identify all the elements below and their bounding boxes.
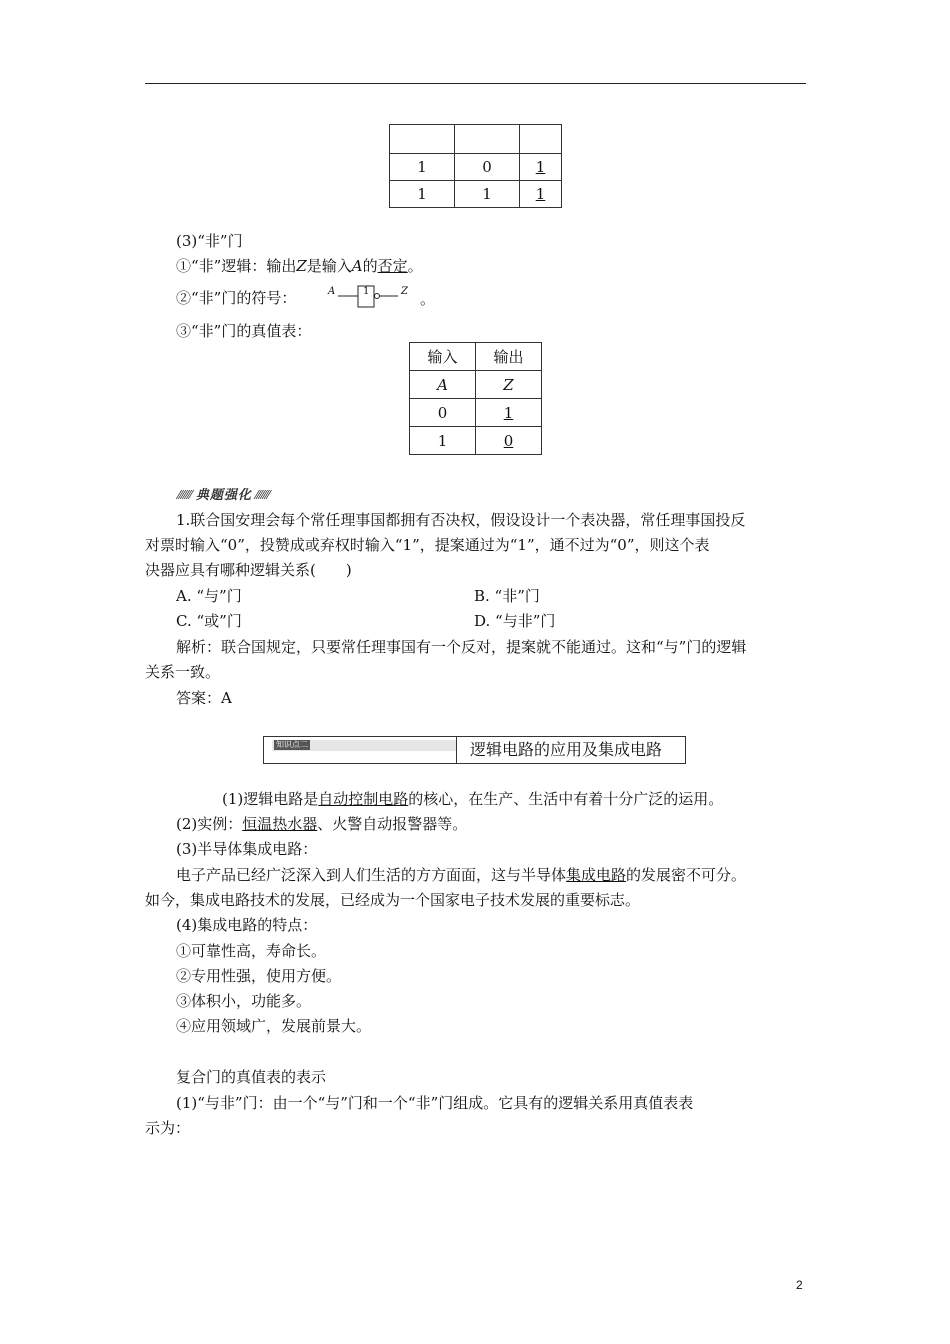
table-row: [410, 371, 542, 399]
answer-blank: 恒温热水器: [242, 815, 318, 833]
answer-blank: 集成电路: [566, 866, 627, 884]
table-header: 输出: [476, 343, 542, 371]
table-cell: Z: [476, 371, 542, 399]
var-z: Z: [296, 257, 307, 275]
table-header: 输入: [410, 343, 476, 371]
feature-item: ①可靠性高，寿命长。: [176, 942, 327, 960]
table-cell: 1: [390, 181, 455, 208]
answer-line: 答案：A: [176, 689, 232, 707]
text: 。: [407, 257, 423, 275]
text: 。: [420, 290, 436, 308]
table-cell-answer: 0: [476, 427, 542, 455]
question-line: 决器应具有哪种逻辑关系( ): [145, 561, 352, 579]
not-symbol-label: ②“非”门的符号：: [176, 289, 297, 307]
analysis-line: 解析：联合国规定，只要常任理事国有一个反对，提案就不能通过。这和“与”门的逻辑: [176, 638, 747, 656]
content-line: 复合门的真值表的表示: [176, 1068, 327, 1086]
option-b: B. “非”门: [474, 587, 540, 605]
feature-item: ③体积小，功能多。: [176, 992, 312, 1010]
knowledge-point-banner: [263, 736, 686, 764]
analysis-line: 关系一致。: [145, 663, 221, 681]
knowledge-title: 逻辑电路的应用及集成电路: [470, 740, 663, 759]
text: 的发展密不可分。: [626, 866, 747, 884]
header-rule: [145, 83, 806, 84]
table-row: [410, 343, 542, 371]
gate-box-label: 1: [363, 286, 370, 297]
not-gate-symbol: [328, 283, 436, 313]
table-cell: 1: [455, 181, 520, 208]
question-line: 1.联合国安理会每个常任理事国都拥有否决权，假设设计一个表决器，常任理事国投反: [176, 511, 746, 529]
content-line: 示为：: [145, 1119, 191, 1137]
deco-hatch-icon: ⁄⁄⁄⁄⁄⁄⁄: [255, 488, 270, 502]
feature-item: ②专用性强，使用方便。: [176, 967, 342, 985]
content-line: [176, 813, 467, 835]
text: (1)逻辑电路是: [222, 790, 319, 808]
not-truth-table: [409, 342, 542, 455]
text: 的核心，在生产、生活中有着十分广泛的运用。: [408, 790, 724, 808]
not-logic-line: [176, 255, 423, 277]
table-cell: [455, 125, 520, 154]
content-line: (3)半导体集成电路：: [176, 840, 318, 858]
option-d: D. “与非”门: [474, 612, 556, 630]
feature-item: ④应用领域广，发展前景大。: [176, 1017, 372, 1035]
section-label-text: 典题强化: [195, 488, 252, 503]
knowledge-tag: 知识点二: [276, 740, 308, 749]
text: 电子产品已经广泛深入到人们生活的方方面面，这与半导体: [176, 866, 567, 884]
text: 、火警自动报警器等。: [317, 815, 468, 833]
table-cell: [520, 125, 562, 154]
table-row: [410, 427, 542, 455]
deco-hatch-icon: ⁄⁄⁄⁄⁄⁄⁄: [178, 488, 193, 502]
text: (2)实例：: [176, 815, 243, 833]
not-gate-heading: (3)“非”门: [176, 232, 243, 250]
var-a: A: [351, 257, 363, 275]
table-cell: 1: [390, 154, 455, 181]
content-line: [176, 864, 746, 886]
answer-blank: 自动控制电路: [318, 790, 409, 808]
option-a: A. “与”门: [176, 587, 242, 605]
content-line: [222, 788, 723, 810]
table-cell: [390, 125, 455, 154]
section-label: [178, 484, 270, 503]
content-line: 如今，集成电路技术的发展，已经成为一个国家电子技术发展的重要标志。: [145, 891, 641, 909]
gate-output-label: Z: [401, 286, 408, 297]
table-cell: 1: [410, 427, 476, 455]
table-row: [390, 181, 562, 208]
content-line: (1)“与非”门：由一个“与”门和一个“非”门组成。它具有的逻辑关系用真值表表: [176, 1094, 694, 1112]
answer-blank: 否定: [377, 257, 408, 275]
question-line: 对票时输入“0”，投赞成或弃权时输入“1”，提案通过为“1”，通不过为“0”，则这个表: [145, 536, 710, 554]
option-c: C. “或”门: [176, 612, 242, 630]
table-row: [410, 399, 542, 427]
table-cell-answer: 1: [476, 399, 542, 427]
text: ①“非”逻辑：输出: [176, 257, 297, 275]
table-row: [390, 154, 562, 181]
text: 的: [362, 257, 378, 275]
table-row: [390, 125, 562, 154]
table-cell: 0: [455, 154, 520, 181]
table-cell: A: [410, 371, 476, 399]
not-gate-icon: [328, 283, 428, 313]
not-table-label: ③“非”门的真值表：: [176, 322, 312, 340]
table-cell: 0: [410, 399, 476, 427]
table-cell-answer: 1: [520, 181, 562, 208]
banner-divider: [456, 737, 457, 763]
content-line: (4)集成电路的特点：: [176, 916, 318, 934]
truth-table-continued: [389, 124, 562, 208]
page-number: 2: [796, 1278, 803, 1292]
gate-input-label: A: [328, 286, 336, 297]
text: 是输入: [306, 257, 352, 275]
table-cell-answer: 1: [520, 154, 562, 181]
